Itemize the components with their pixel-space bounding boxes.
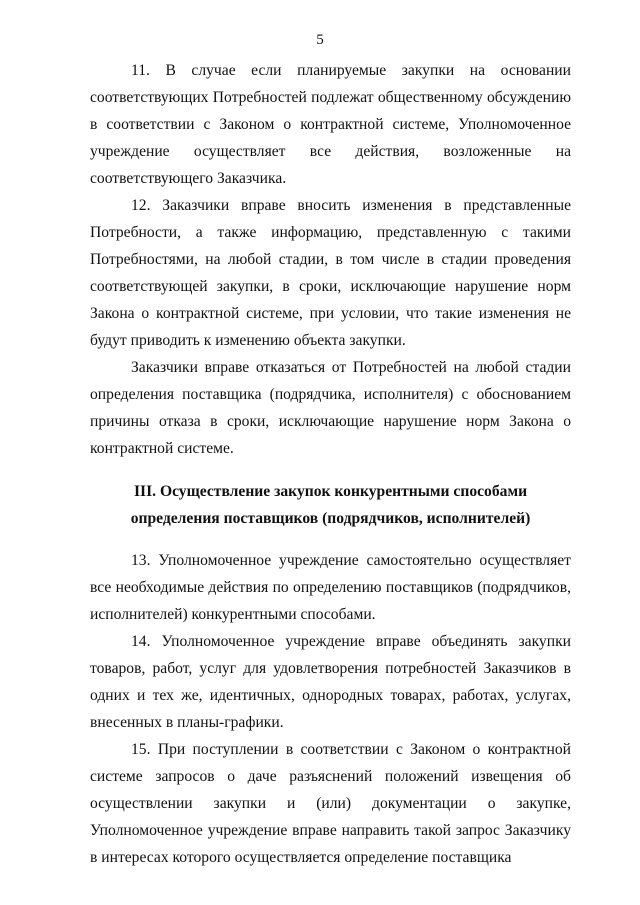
paragraph-12-refusal: Заказчики вправе отказаться от Потребностей на любой стадии определения поставщика (подрядчика, исполнителя) с обоснованием причины отказа в сроки, исключающие нарушение норм Закона о контрактной системе. <box>90 359 571 457</box>
paragraph-13: 13. Уполномоченное учреждение самостоятельно осуществляет все необходимые действия по определению поставщиков (подрядчиков, исполнителей) конкурентными способами. <box>90 552 571 623</box>
section-heading-line-2: определения поставщиков (подрядчиков, исполнителей) <box>130 510 531 527</box>
section-heading-iii <box>90 478 571 532</box>
paragraph-11: 11. В случае если планируемые закупки на основании соответствующих Потребностей подлежат общественному обсуждению в соответствии с Законом о контрактной системе, Уполномоченное учреждение осуществляет все действия, возложенные на соответствующего Заказчика. <box>90 62 571 187</box>
paragraph-15: 15. При поступлении в соответствии с Законом о контрактной системе запросов о даче разъяснений положений извещения об осуществлении закупки и (или) документации о закупке, Уполномоченное учреждение вправе направить такой запрос Заказчику в интересах которого осуществляется определение поставщика <box>90 741 571 866</box>
paragraph-14: 14. Уполномоченное учреждение вправе объединять закупки товаров, работ, услуг для удовлетворения потребностей Заказчиков в одних и тех же, идентичных, однородных товарах, работах, услугах, внесенных в планы-графики. <box>90 633 571 731</box>
page-number: 5 <box>316 32 324 48</box>
section-heading-line-1: III. Осуществление закупок конкурентными способами <box>133 483 528 500</box>
paragraph-12: 12. Заказчики вправе вносить изменения в представленные Потребности, а также информацию, представленную с такими Потребностями, на любой стадии, в том числе в стадии проведения соответствующей закупки, в сроки, исключающие нарушение норм Закона о контрактной системе, при условии, что такие изменения не будут приводить к изменению объекта закупки. <box>90 197 571 349</box>
